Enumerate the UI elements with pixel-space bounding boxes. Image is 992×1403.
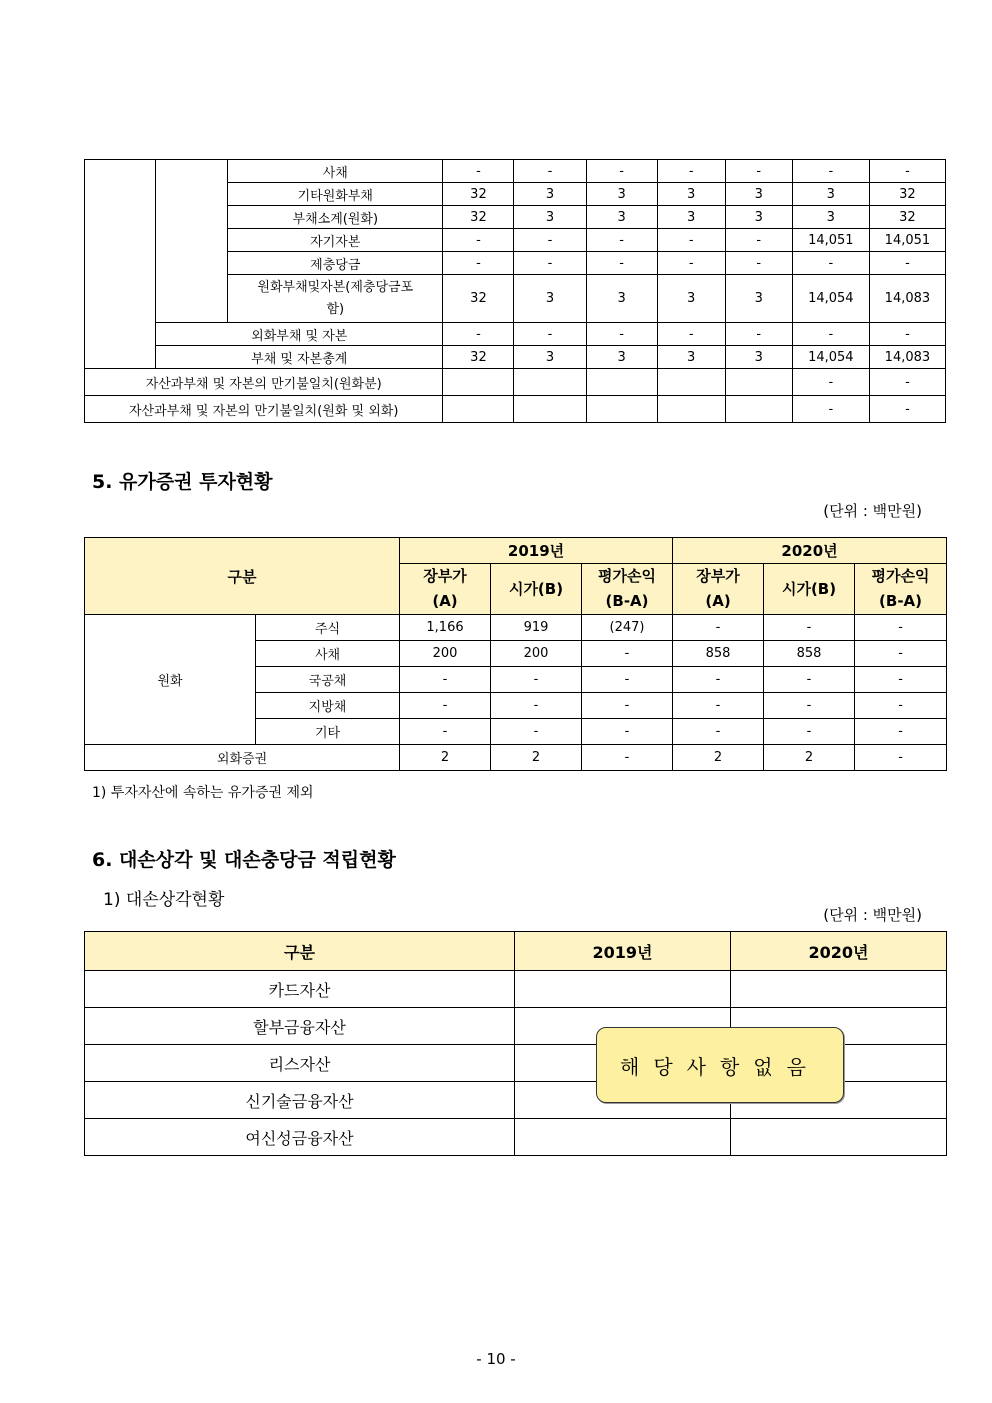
header-year-2020: 2020년 <box>731 932 947 971</box>
value-cell: - <box>725 323 792 346</box>
row-label: 국공채 <box>256 667 400 693</box>
table-row <box>85 369 946 396</box>
row-label: 사채 <box>228 160 443 183</box>
table-row <box>85 1119 947 1156</box>
value-cell: - <box>764 693 855 719</box>
table-row <box>85 396 946 423</box>
value-cell: 14,083 <box>869 346 945 369</box>
value-cell: - <box>869 396 945 423</box>
header-valuation-2020: 평가손익 (B-A) <box>855 564 947 615</box>
blank-subgroup-cell <box>156 160 228 323</box>
table-row <box>85 615 947 641</box>
value-cell: - <box>725 229 792 252</box>
value-cell: 2 <box>673 745 764 771</box>
value-cell: - <box>443 229 514 252</box>
value-cell: - <box>855 693 947 719</box>
table-row <box>85 745 947 771</box>
value-cell: 14,054 <box>792 275 869 323</box>
value-cell: - <box>855 641 947 667</box>
row-label: 카드자산 <box>85 971 515 1008</box>
value-cell: 32 <box>443 346 514 369</box>
row-label: 리스자산 <box>85 1045 515 1082</box>
value-cell: - <box>586 160 657 183</box>
section6-title: 6. 대손상각 및 대손충당금 적립현황 <box>92 849 396 871</box>
value-cell: - <box>855 667 947 693</box>
value-cell: 3 <box>792 206 869 229</box>
securities-table <box>84 537 947 771</box>
value-cell <box>443 369 514 396</box>
value-cell: 3 <box>792 183 869 206</box>
value-cell: - <box>725 252 792 275</box>
value-cell: - <box>792 396 869 423</box>
value-cell: 3 <box>725 346 792 369</box>
value-cell: 3 <box>586 275 657 323</box>
value-cell: - <box>855 719 947 745</box>
row-label: 사채 <box>256 641 400 667</box>
value-cell <box>731 971 947 1008</box>
value-cell: - <box>657 160 725 183</box>
value-cell: 3 <box>514 183 586 206</box>
value-cell: 200 <box>400 641 491 667</box>
value-cell <box>657 396 725 423</box>
value-cell <box>731 1119 947 1156</box>
value-cell: 3 <box>514 275 586 323</box>
liabilities-table <box>84 159 946 423</box>
value-cell: - <box>869 160 945 183</box>
value-cell: 32 <box>443 183 514 206</box>
row-label: 부채 및 자본총계 <box>156 346 443 369</box>
value-cell: - <box>869 252 945 275</box>
value-cell: - <box>673 693 764 719</box>
value-cell <box>514 369 586 396</box>
value-cell: - <box>792 369 869 396</box>
value-cell: 3 <box>725 206 792 229</box>
row-label: 외화부채 및 자본 <box>156 323 443 346</box>
value-cell: 3 <box>725 183 792 206</box>
value-cell: 14,051 <box>792 229 869 252</box>
value-cell: 2 <box>764 745 855 771</box>
value-cell: - <box>400 693 491 719</box>
value-cell: 3 <box>657 346 725 369</box>
value-cell: 858 <box>764 641 855 667</box>
row-label: 원화부채및자본(제충당금포 함) <box>228 275 443 323</box>
value-cell: 32 <box>443 206 514 229</box>
row-label: 여신성금융자산 <box>85 1119 515 1156</box>
group-label: 원화 <box>85 615 256 745</box>
value-cell <box>515 971 731 1008</box>
value-cell <box>515 1119 731 1156</box>
value-cell: 1,166 <box>400 615 491 641</box>
value-cell <box>514 396 586 423</box>
header-year-2020: 2020년 <box>673 538 947 564</box>
row-label: 신기술금융자산 <box>85 1082 515 1119</box>
header-valuation-2019: 평가손익 (B-A) <box>582 564 673 615</box>
value-cell: - <box>443 323 514 346</box>
value-cell: - <box>586 229 657 252</box>
value-cell: - <box>491 667 582 693</box>
row-label: 제충당금 <box>228 252 443 275</box>
row-label: 자기자본 <box>228 229 443 252</box>
value-cell: - <box>582 641 673 667</box>
row-label: 할부금융자산 <box>85 1008 515 1045</box>
row-label: 기타 <box>256 719 400 745</box>
value-cell: 3 <box>725 275 792 323</box>
table-row <box>85 971 947 1008</box>
value-cell: 3 <box>586 206 657 229</box>
value-cell: - <box>582 667 673 693</box>
header-book-2020: 장부가 (A) <box>673 564 764 615</box>
not-applicable-callout: 해당사항없음 <box>596 1027 844 1103</box>
value-cell: 3 <box>514 346 586 369</box>
value-cell: - <box>400 667 491 693</box>
value-cell: - <box>586 252 657 275</box>
value-cell: - <box>657 252 725 275</box>
value-cell: - <box>443 252 514 275</box>
header-year-2019: 2019년 <box>515 932 731 971</box>
value-cell: 919 <box>491 615 582 641</box>
row-label: 기타원화부채 <box>228 183 443 206</box>
value-cell <box>657 369 725 396</box>
row-label: 자산과부채 및 자본의 만기불일치(원화 및 외화) <box>85 396 443 423</box>
value-cell <box>725 369 792 396</box>
value-cell: - <box>673 615 764 641</box>
value-cell: 858 <box>673 641 764 667</box>
value-cell: 200 <box>491 641 582 667</box>
value-cell: - <box>443 160 514 183</box>
value-cell <box>586 369 657 396</box>
value-cell: 2 <box>400 745 491 771</box>
value-cell: 14,083 <box>869 275 945 323</box>
value-cell: - <box>582 719 673 745</box>
value-cell: - <box>582 693 673 719</box>
section6-subtitle: 1) 대손상각현황 <box>103 890 225 910</box>
value-cell <box>586 396 657 423</box>
value-cell: - <box>855 745 947 771</box>
row-label: 자산과부채 및 자본의 만기불일치(원화분) <box>85 369 443 396</box>
section5-note: 1) 투자자산에 속하는 유가증권 제외 <box>92 785 314 801</box>
value-cell: - <box>400 719 491 745</box>
value-cell: - <box>491 719 582 745</box>
value-cell: - <box>869 323 945 346</box>
value-cell: 32 <box>869 206 945 229</box>
value-cell <box>725 396 792 423</box>
value-cell: - <box>725 160 792 183</box>
row-label: 지방채 <box>256 693 400 719</box>
value-cell: - <box>764 667 855 693</box>
page-number: - 10 - <box>476 1350 516 1368</box>
table-row <box>85 323 946 346</box>
value-cell: - <box>657 323 725 346</box>
value-cell: 14,051 <box>869 229 945 252</box>
header-category: 구분 <box>85 538 400 615</box>
header-category: 구분 <box>85 932 515 971</box>
value-cell: - <box>855 615 947 641</box>
header-year-2019: 2019년 <box>400 538 673 564</box>
table-row <box>85 346 946 369</box>
value-cell: 3 <box>657 183 725 206</box>
value-cell: - <box>657 229 725 252</box>
row-label: 외화증권 <box>85 745 400 771</box>
value-cell: 3 <box>514 206 586 229</box>
row-label: 부채소계(원화) <box>228 206 443 229</box>
value-cell: - <box>673 719 764 745</box>
header-market-2020: 시가(B) <box>764 564 855 615</box>
value-cell: 2 <box>491 745 582 771</box>
value-cell: 14,054 <box>792 346 869 369</box>
value-cell <box>443 396 514 423</box>
value-cell: - <box>792 252 869 275</box>
value-cell: - <box>582 745 673 771</box>
value-cell: (247) <box>582 615 673 641</box>
section6-unit: (단위 : 백만원) <box>823 906 922 924</box>
value-cell: 32 <box>869 183 945 206</box>
value-cell: - <box>514 160 586 183</box>
table-row <box>85 160 946 183</box>
value-cell: - <box>764 719 855 745</box>
row-label: 주식 <box>256 615 400 641</box>
value-cell: 3 <box>657 275 725 323</box>
value-cell: 3 <box>586 183 657 206</box>
value-cell: - <box>586 323 657 346</box>
value-cell: - <box>869 369 945 396</box>
value-cell: - <box>491 693 582 719</box>
blank-group-cell <box>85 160 156 369</box>
section5-title: 5. 유가증권 투자현황 <box>92 471 273 493</box>
value-cell: - <box>792 323 869 346</box>
section5-unit: (단위 : 백만원) <box>823 502 922 520</box>
value-cell: 3 <box>586 346 657 369</box>
value-cell: 32 <box>443 275 514 323</box>
value-cell: - <box>764 615 855 641</box>
header-market-2019: 시가(B) <box>491 564 582 615</box>
value-cell: - <box>792 160 869 183</box>
header-book-2019: 장부가 (A) <box>400 564 491 615</box>
value-cell: - <box>514 323 586 346</box>
value-cell: - <box>514 252 586 275</box>
value-cell: - <box>673 667 764 693</box>
value-cell: 3 <box>657 206 725 229</box>
value-cell: - <box>514 229 586 252</box>
